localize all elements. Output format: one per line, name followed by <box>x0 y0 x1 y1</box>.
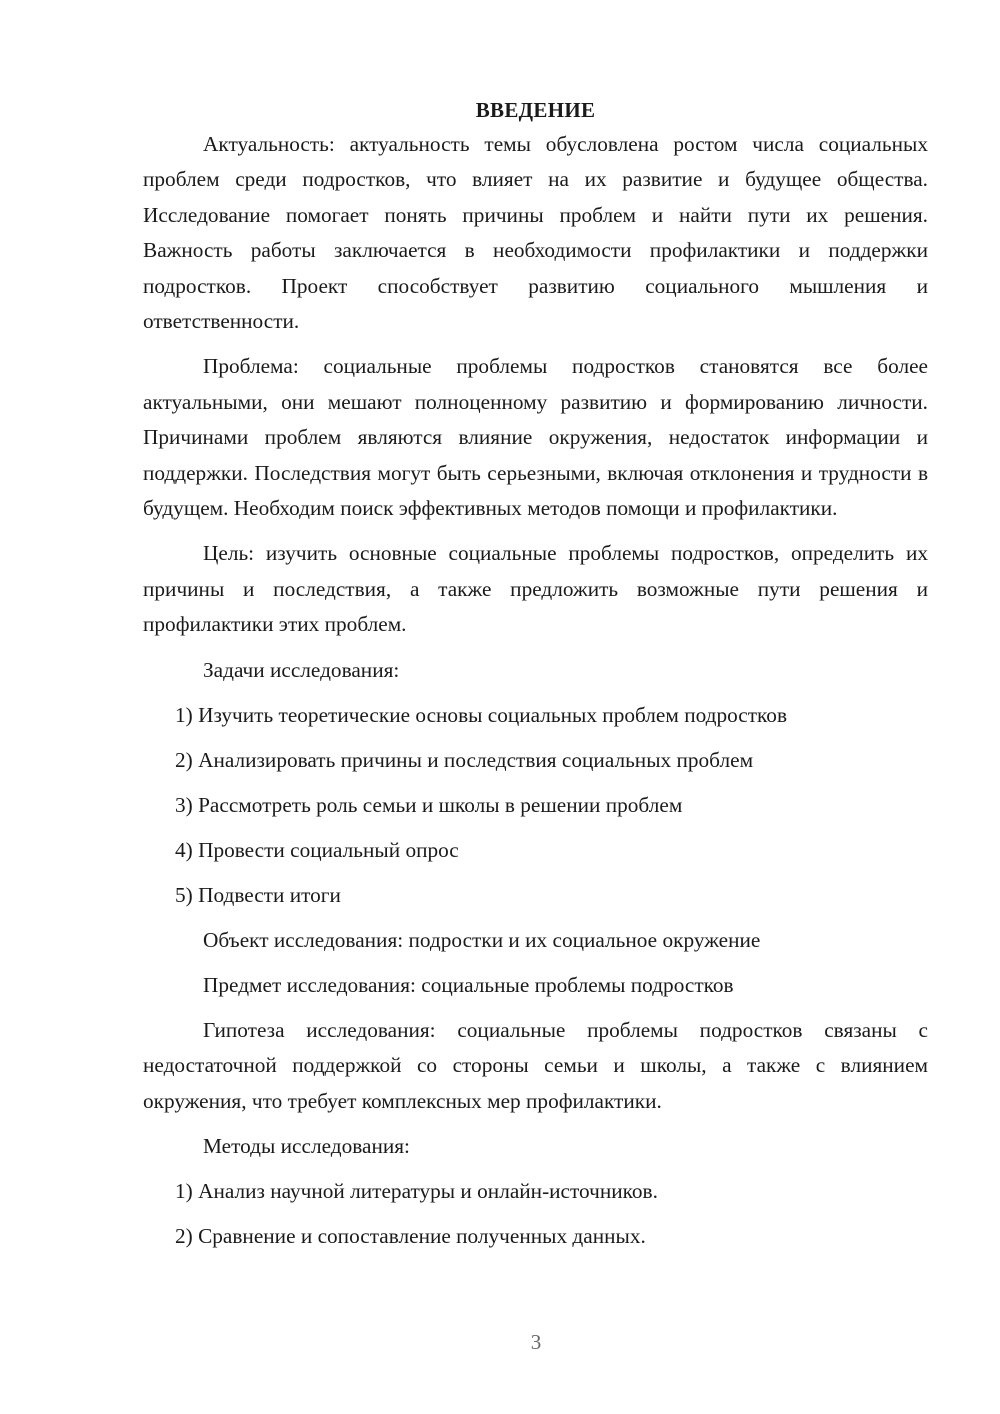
relevance-paragraph: Актуальность: актуальность темы обусловлена ростом числа социальных проблем среди подростков, что влияет на их развитие и будущее общества. Исследование помогает понять причины проблем и найти пути их решения. Важность работы заключается в необходимости профилактики и поддержки подростков. Проект способствует развитию социального мышления и ответственности. <box>143 132 928 334</box>
method-item: 1) Анализ научной литературы и онлайн-источников. <box>175 1178 658 1203</box>
task-item: 3) Рассмотреть роль семьи и школы в решении проблем <box>175 792 683 817</box>
task-item: 5) Подвести итоги <box>175 882 341 907</box>
task-item: 4) Провести социальный опрос <box>175 837 459 862</box>
task-item: 2) Анализировать причины и последствия социальных проблем <box>175 747 754 772</box>
research-object: Объект исследования: подростки и их социальное окружение <box>203 927 761 952</box>
methods-list <box>143 1174 928 1254</box>
problem-paragraph: Проблема: социальные проблемы подростков становятся все более актуальными, они мешают полноценному развитию и формированию личности. Причинами проблем являются влияние окружения, недостаток информации и поддержки. Последствия могут быть серьезными, включая отклонения и трудности в будущем. Необходим поиск эффективных методов помощи и профилактики. <box>143 354 928 521</box>
task-item: 1) Изучить теоретические основы социальных проблем подростков <box>175 702 788 727</box>
hypothesis-paragraph: Гипотеза исследования: социальные проблемы подростков связаны с недостаточной поддержкой со стороны семьи и школы, а также с влиянием окружения, что требует комплексных мер профилактики. <box>143 1017 928 1113</box>
goal-paragraph: Цель: изучить основные социальные проблемы подростков, определить их причины и последствия, а также предложить возможные пути решения и профилактики этих проблем. <box>143 541 928 637</box>
document-page <box>143 95 928 1264</box>
section-title: ВВЕДЕНИЕ <box>475 98 596 122</box>
tasks-heading: Задачи исследования: <box>203 657 400 682</box>
page-number: 3 <box>530 1330 542 1354</box>
tasks-list <box>143 698 928 913</box>
research-subject: Предмет исследования: социальные проблемы подростков <box>203 972 734 997</box>
methods-heading: Методы исследования: <box>203 1133 410 1158</box>
method-item: 2) Сравнение и сопоставление полученных данных. <box>175 1223 646 1248</box>
